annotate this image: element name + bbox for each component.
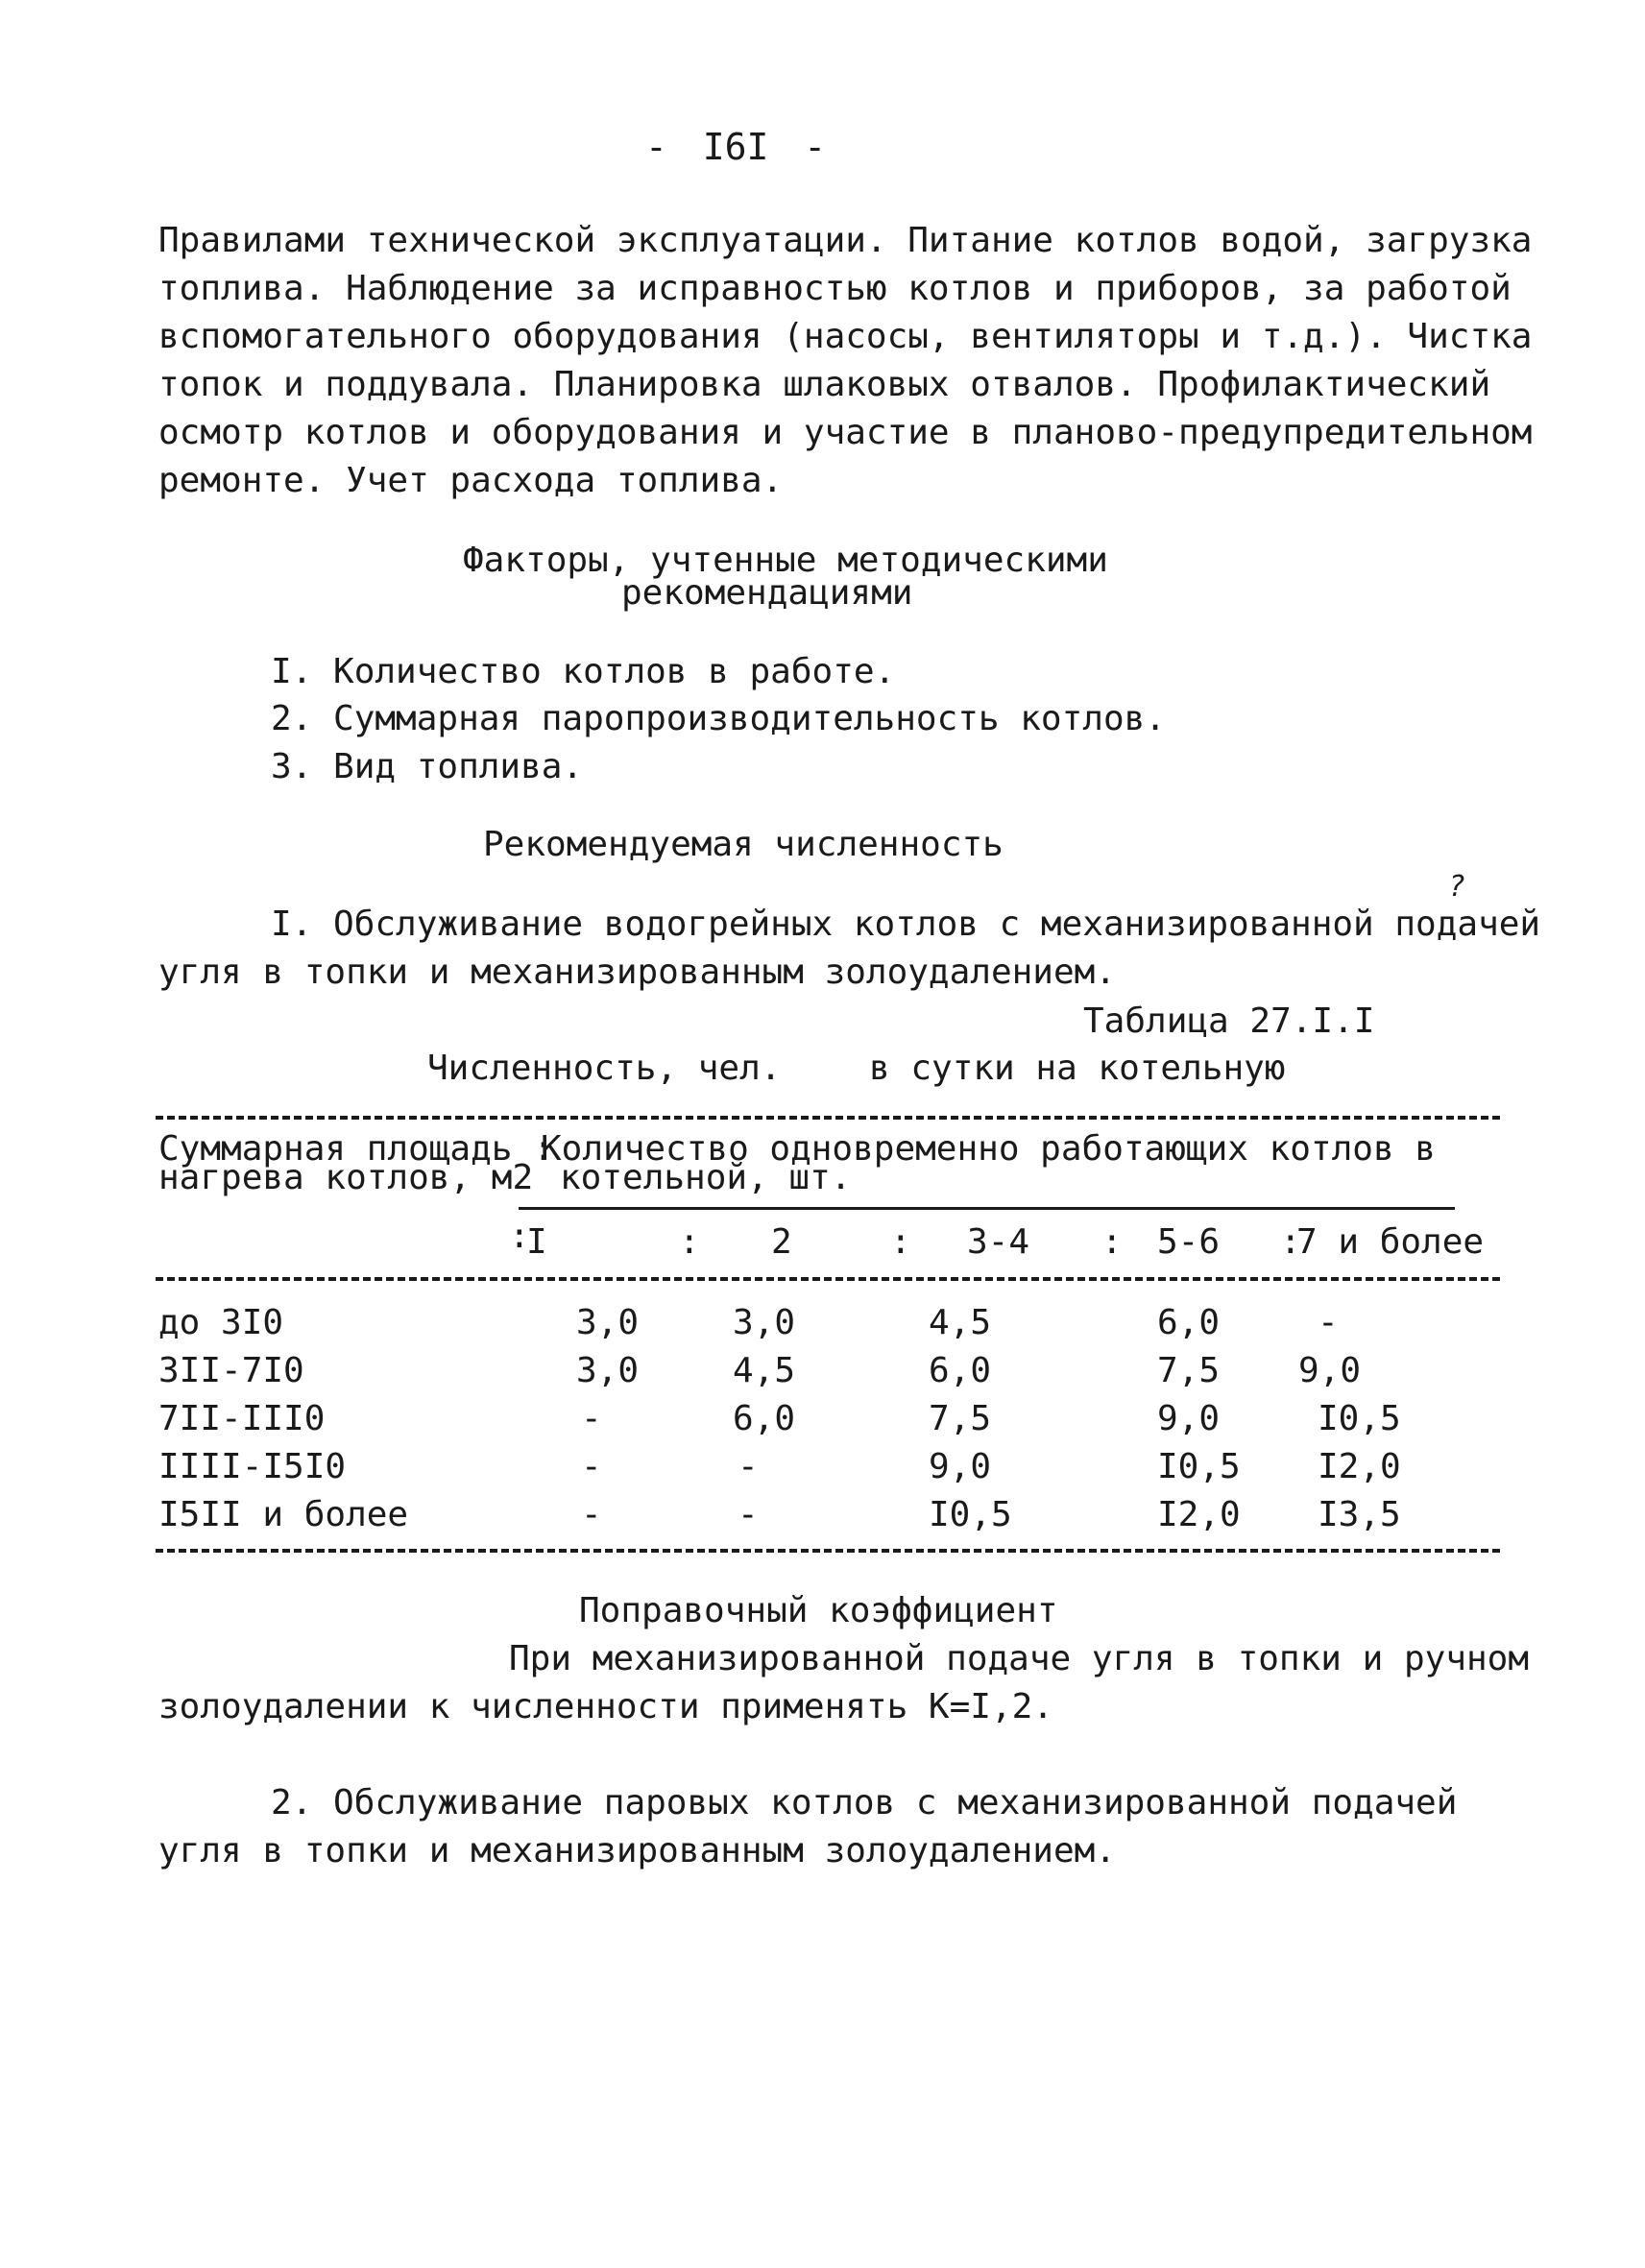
heading-line: рекомендациями — [621, 573, 913, 613]
correction-line: золоудалении к численности применять К=I,2. — [158, 1687, 1053, 1726]
table-caption-right: в сутки на котельную — [869, 1049, 1286, 1088]
table-cell: 6,0 — [733, 1399, 796, 1438]
table-number: Таблица 27.I.I — [1083, 1001, 1375, 1041]
table-caption-left: Численность, чел. — [427, 1049, 782, 1088]
list-item: 2. Суммарная паропроизводительность котлов. — [271, 699, 1166, 738]
table-cell: 7,5 — [1157, 1351, 1221, 1390]
table-cell: - — [581, 1447, 602, 1486]
col-header: I — [526, 1222, 547, 1262]
table-cell: I0,5 — [1318, 1399, 1401, 1438]
table-cell: - — [738, 1447, 759, 1486]
table-cell: I2,0 — [1318, 1447, 1401, 1486]
correction-heading: Поправочный коэффициент — [579, 1591, 1058, 1630]
paragraph-line: вспомогательного оборудования (насосы, вентиляторы и т.д.). Чистка — [158, 317, 1533, 356]
header-count-label: котельной, шт. — [560, 1158, 852, 1197]
row-label: I5II и более — [158, 1495, 409, 1534]
paragraph-line: Правилами технической эксплуатации. Питание котлов водой, загрузка — [158, 221, 1533, 260]
col-separator: : — [890, 1222, 911, 1262]
heading-line: Факторы, учтенные методическими — [463, 541, 1108, 580]
header-area-label: Суммарная площадь : — [158, 1129, 554, 1169]
table-cell: I0,5 — [1157, 1447, 1241, 1486]
page-number: - I6I - — [645, 126, 827, 168]
table-cell: 4,5 — [733, 1351, 796, 1390]
section-line: угля в топки и механизированным золоудалением. — [158, 1831, 1116, 1870]
list-item: I. Количество котлов в работе. — [271, 652, 896, 691]
table-cell: I0,5 — [929, 1495, 1012, 1534]
section-line: 2. Обслуживание паровых котлов с механизированной подачей — [271, 1783, 1458, 1822]
col-header: 3-4 — [967, 1222, 1030, 1262]
paragraph-line: топлива. Наблюдение за исправностью котлов и приборов, за работой — [158, 269, 1512, 308]
table-cell: 3,0 — [576, 1351, 640, 1390]
row-label: IIII-I5I0 — [158, 1447, 347, 1486]
paragraph-line: ремонте. Учет расхода топлива. — [158, 461, 784, 500]
table-cell: 3,0 — [733, 1303, 796, 1342]
margin-note: ? — [1448, 870, 1466, 904]
table-cell: 9,0 — [929, 1447, 992, 1486]
table-rule-header — [156, 1277, 1500, 1281]
table-cell: - — [581, 1399, 602, 1438]
paragraph-line: осмотр котлов и оборудования и участие в планово-предупредительном — [158, 413, 1533, 452]
list-item: 3. Вид топлива. — [271, 747, 584, 786]
correction-line: При механизированной подаче угля в топки и ручном — [509, 1639, 1530, 1678]
table-cell: 4,5 — [929, 1303, 992, 1342]
header-count-label: Количество одновременно работающих котлов в — [541, 1129, 1436, 1169]
table-rule-top — [156, 1116, 1500, 1120]
table-cell: 7,5 — [929, 1399, 992, 1438]
header-area-label: нагрева котлов, м2 — [158, 1158, 534, 1197]
col-header: 7 и более — [1296, 1222, 1485, 1262]
table-cell: 6,0 — [1157, 1303, 1221, 1342]
table-cell: I2,0 — [1157, 1495, 1241, 1534]
col-separator: : — [1101, 1222, 1123, 1262]
table-cell: 3,0 — [576, 1303, 640, 1342]
row-label: 3II-7I0 — [158, 1351, 304, 1390]
table-cell: - — [581, 1495, 602, 1534]
col-separator: : — [1280, 1222, 1301, 1262]
col-separator: : — [509, 1217, 530, 1256]
table-cell: 9,0 — [1157, 1399, 1221, 1438]
row-label: до 3I0 — [158, 1303, 284, 1342]
table-cell: - — [738, 1495, 759, 1534]
col-header: 2 — [771, 1222, 792, 1262]
row-label: 7II-III0 — [158, 1399, 326, 1438]
col-header: 5-6 — [1157, 1222, 1221, 1262]
table-cell: 9,0 — [1298, 1351, 1362, 1390]
table-rule-bottom — [156, 1549, 1500, 1553]
recommended-heading: Рекомендуемая численность — [483, 825, 1004, 864]
table-cell: - — [1318, 1303, 1339, 1342]
table-cell: I3,5 — [1318, 1495, 1401, 1534]
table-cell: 6,0 — [929, 1351, 992, 1390]
section-line: угля в топки и механизированным золоудалением. — [158, 953, 1116, 992]
section-line: I. Обслуживание водогрейных котлов с механизированной подачей — [271, 905, 1541, 944]
paragraph-line: топок и поддувала. Планировка шлаковых отвалов. Профилактический — [158, 365, 1491, 404]
col-separator: : — [679, 1222, 700, 1262]
header-underline — [519, 1207, 1455, 1210]
